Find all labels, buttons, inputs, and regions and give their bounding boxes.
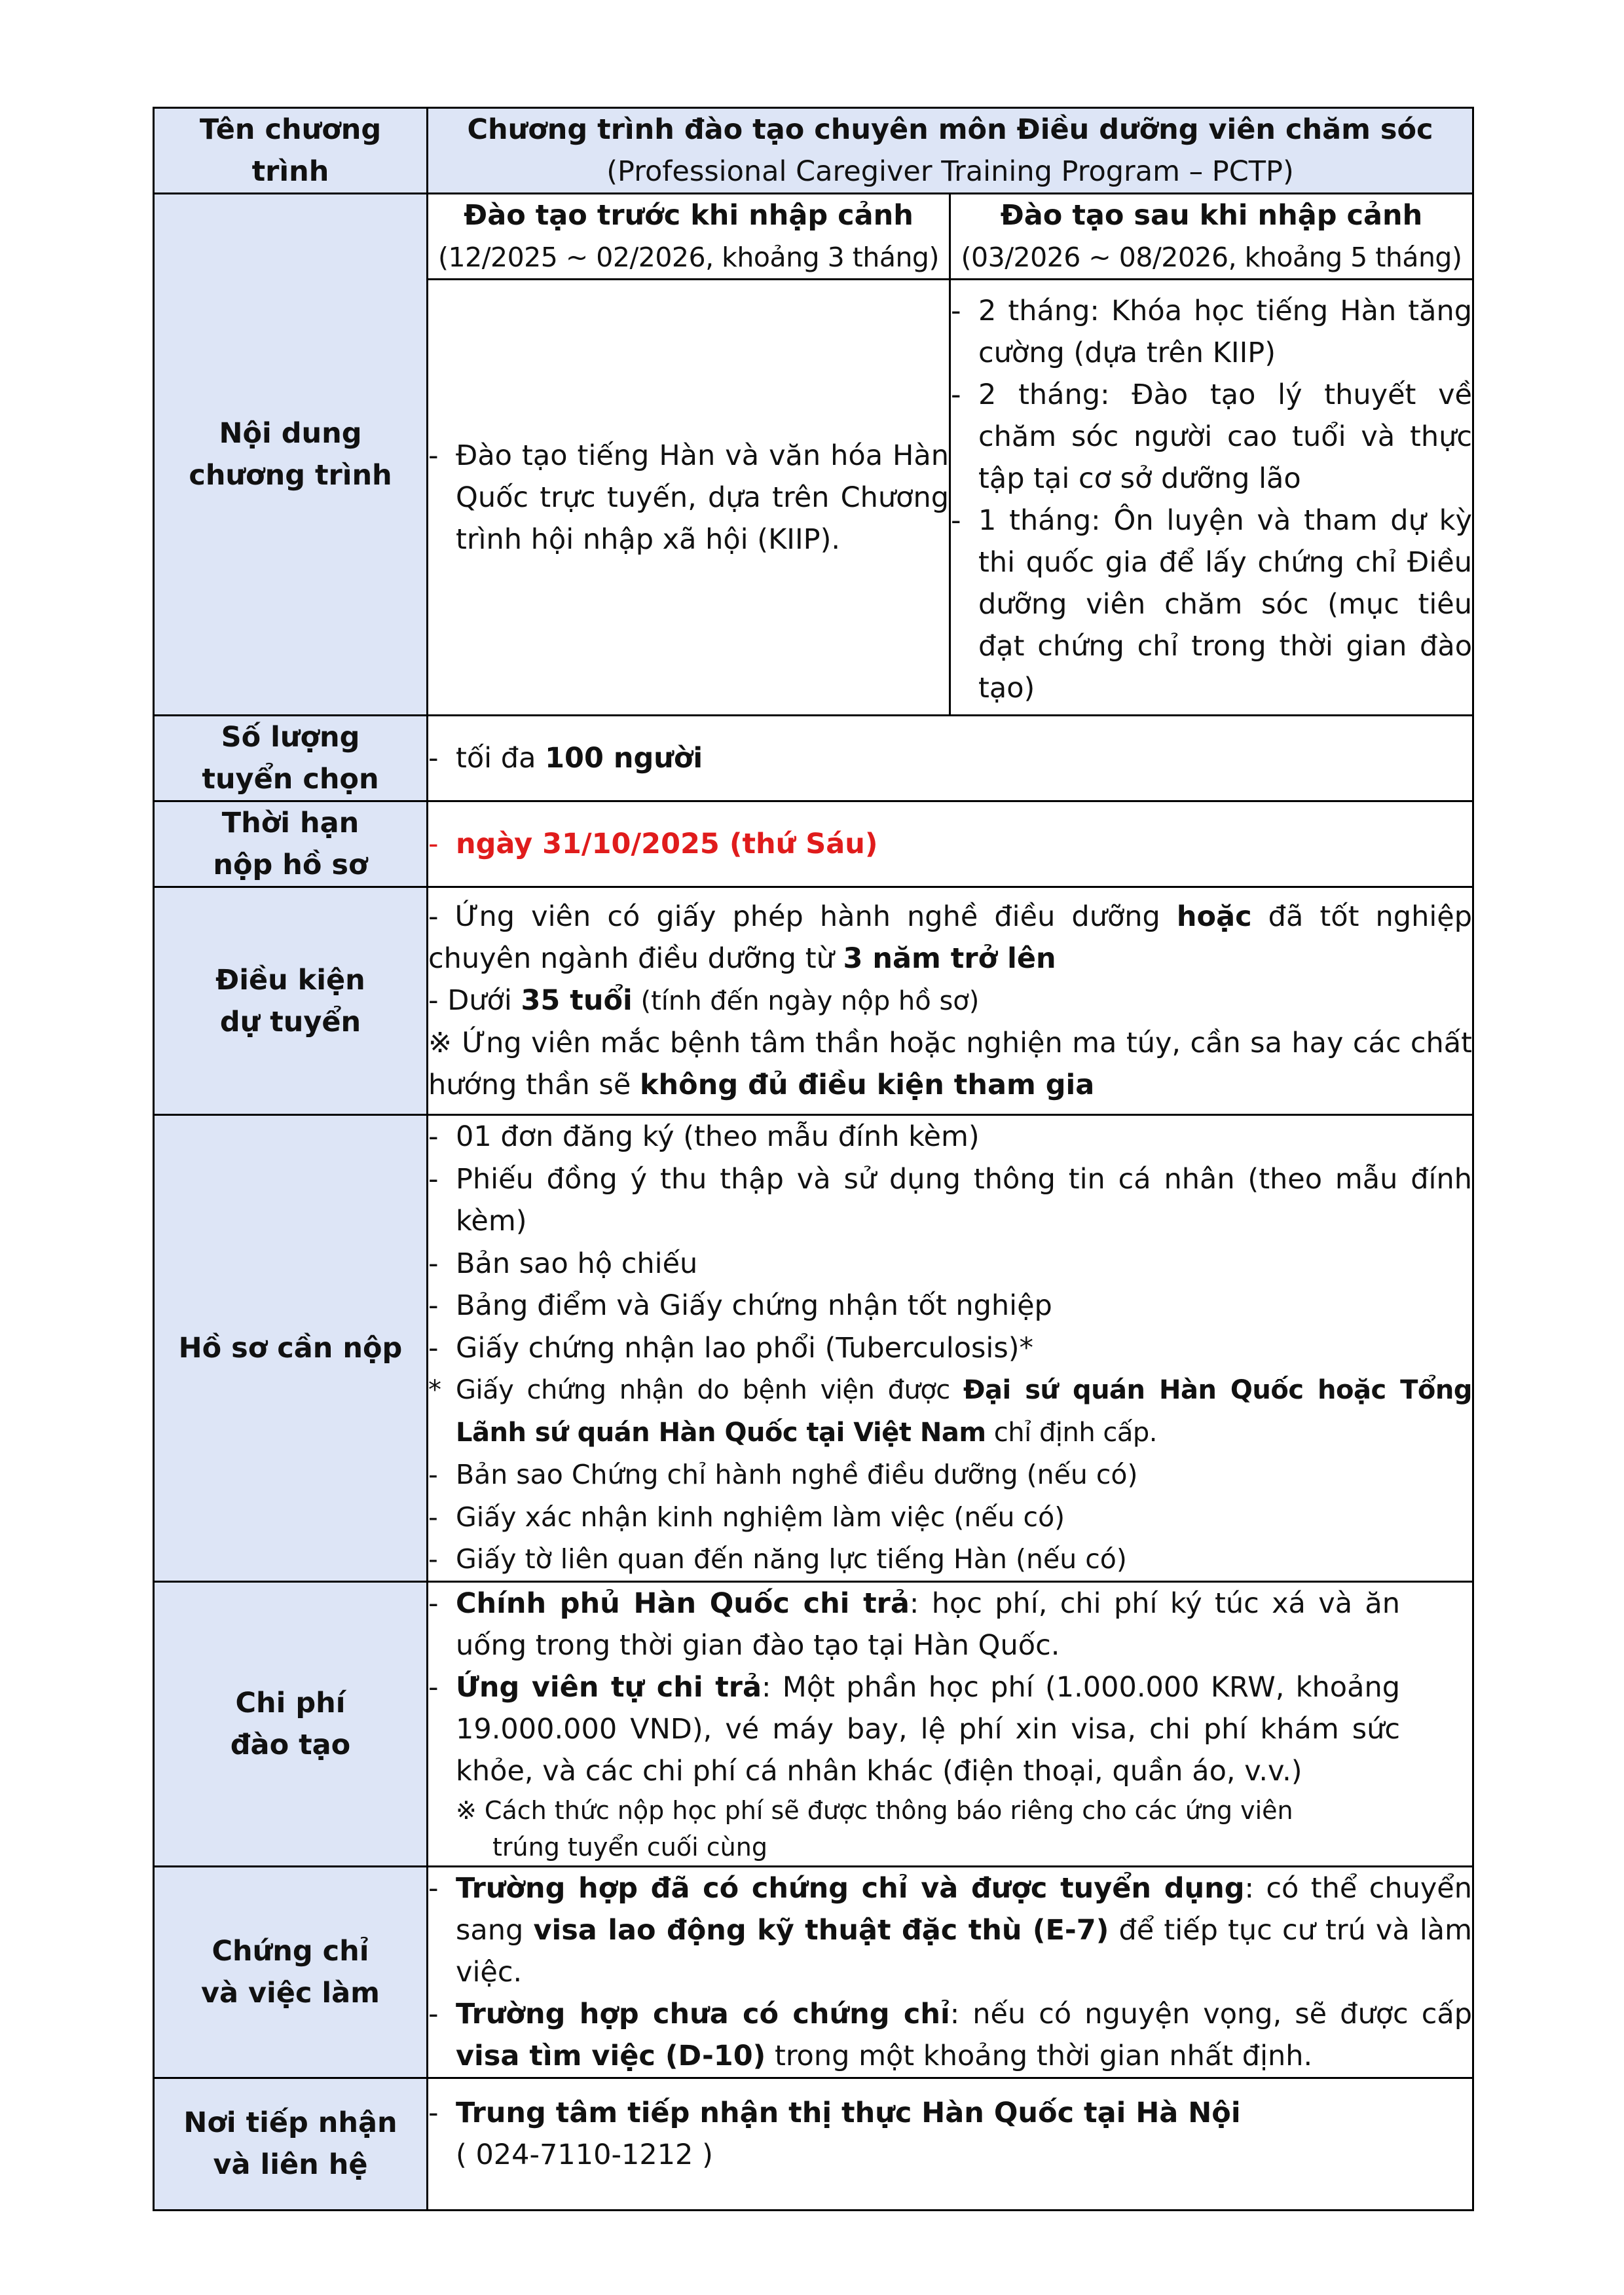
case2-visa: visa tìm việc (D-10) bbox=[456, 2039, 766, 2072]
quota-value: 100 người bbox=[545, 742, 703, 775]
cost-gov-bold: Chính phủ Hàn Quốc chi trả bbox=[456, 1587, 910, 1620]
documents-content bbox=[428, 1115, 1473, 1582]
post-entry-period: (03/2026 ~ 08/2026, khoảng 5 tháng) bbox=[961, 242, 1462, 273]
eligibility-label-line2: dự tuyển bbox=[219, 1005, 361, 1038]
contact-center-name: Trung tâm tiếp nhận thị thực Hàn Quốc tại Hà Nội bbox=[456, 2096, 1241, 2129]
program-name-row bbox=[154, 108, 1473, 194]
eligibility-text: Dưới bbox=[447, 984, 521, 1017]
contact-label-line1: Nơi tiếp nhận bbox=[183, 2106, 397, 2139]
cost-row bbox=[154, 1581, 1473, 1866]
document-item: - Bản sao hộ chiếu bbox=[428, 1243, 1472, 1285]
documents-row bbox=[154, 1115, 1473, 1582]
document-item: - Bảng điểm và Giấy chứng nhận tốt nghiệp bbox=[428, 1285, 1472, 1327]
pre-entry-header bbox=[428, 194, 950, 280]
eligibility-text: Ứng viên có giấy phép hành nghề điều dưỡng bbox=[454, 900, 1177, 933]
deadline-label-line1: Thời hạn bbox=[221, 807, 360, 839]
certificate-label bbox=[154, 1866, 428, 2078]
certificate-content bbox=[428, 1866, 1473, 2078]
quota-label bbox=[154, 716, 428, 801]
post-entry-header bbox=[950, 194, 1473, 280]
documents-label-text: Hồ sơ cần nộp bbox=[178, 1331, 403, 1365]
quota-value-cell bbox=[428, 716, 1473, 801]
phase-header-row bbox=[154, 194, 1473, 280]
post-entry-detail bbox=[950, 280, 1473, 716]
document-item: - Giấy tờ liên quan đến năng lực tiếng Hàn (nếu có) bbox=[428, 1538, 1472, 1581]
certificate-row bbox=[154, 1866, 1473, 2078]
case2-text: trong một khoảng thời gian nhất định. bbox=[766, 2039, 1313, 2072]
star-note-embassy: Đại sứ quán Hàn Quốc hoặc Tổng Lãnh sứ quán Hàn Quốc tại Việt Nam bbox=[456, 1375, 1473, 1448]
pre-entry-detail bbox=[428, 280, 950, 716]
content-label-line2: chương trình bbox=[189, 459, 392, 492]
content-label-line1: Nội dung bbox=[219, 417, 362, 450]
eligibility-years: 3 năm trở lên bbox=[843, 942, 1056, 975]
post-entry-item: - 2 tháng: Khóa học tiếng Hàn tăng cường (dựa trên KIIP) bbox=[951, 290, 1472, 374]
cost-self-item bbox=[428, 1666, 1400, 1792]
deadline-label-line2: nộp hồ sơ bbox=[213, 849, 368, 881]
post-entry-item: - 1 tháng: Ôn luyện và tham dự kỳ thi quốc gia để lấy chứng chỉ Điều dưỡng viên chăm sóc (mục tiêu đạt chứng chỉ trong thời gian đào tạo) bbox=[951, 500, 1472, 709]
eligibility-note bbox=[428, 1022, 1472, 1106]
quota-item bbox=[428, 737, 1472, 779]
program-subtitle: (Professional Caregiver Training Program – PCTP) bbox=[606, 155, 1294, 188]
eligibility-text: đã tốt nghiệp chuyên ngành điều dưỡng từ bbox=[428, 900, 1473, 975]
eligibility-content bbox=[428, 887, 1473, 1115]
eligibility-or: hoặc bbox=[1176, 900, 1252, 933]
cost-gov-item bbox=[428, 1583, 1400, 1666]
eligibility-label bbox=[154, 887, 428, 1115]
post-entry-title: Đào tạo sau khi nhập cảnh bbox=[1000, 199, 1423, 232]
certificate-case-no-cert bbox=[428, 1993, 1472, 2077]
program-title: Chương trình đào tạo chuyên môn Điều dưỡng viên chăm sóc bbox=[467, 113, 1433, 146]
contact-content bbox=[428, 2078, 1473, 2210]
case1-text: : có thể chuyển sang bbox=[456, 1871, 1473, 1947]
document-item: - Giấy xác nhận kinh nghiệm làm việc (nếu có) bbox=[428, 1496, 1472, 1539]
documents-label bbox=[154, 1115, 428, 1582]
contact-phone: ( 024-7110-1212 ) bbox=[456, 2138, 713, 2171]
case2-text: : nếu có nguyện vọng, sẽ được cấp bbox=[950, 1997, 1473, 2030]
document-item: - Phiếu đồng ý thu thập và sử dụng thông tin cá nhân (theo mẫu đính kèm) bbox=[428, 1158, 1472, 1243]
deadline-value-cell bbox=[428, 801, 1473, 887]
star-note-text: chỉ định cấp. bbox=[986, 1417, 1158, 1448]
cost-self-text: : Một phần học phí (1.000.000 KRW, khoảng 19.000.000 VND), vé máy bay, lệ phí xin visa, chi phí khám sức khỏe, và các chi phí cá nhân khác (điện thoại, quần áo, v.v.) bbox=[456, 1670, 1401, 1788]
case2-bold: Trường hợp chưa có chứng chỉ bbox=[456, 1997, 950, 2030]
document-star-note bbox=[428, 1369, 1472, 1454]
contact-label bbox=[154, 2078, 428, 2210]
case1-text: để tiếp tục cư trú và làm việc. bbox=[456, 1913, 1473, 1989]
program-name-label-text: Tên chương trình bbox=[199, 113, 382, 188]
content-label bbox=[154, 194, 428, 716]
cost-label-line1: Chi phí bbox=[235, 1686, 346, 1719]
pre-entry-item: - Đào tạo tiếng Hàn và văn hóa Hàn Quốc trực tuyến, dựa trên Chương trình hội nhập xã hội (KIIP). bbox=[428, 435, 949, 560]
eligibility-note-text: ※ Ứng viên mắc bệnh tâm thần hoặc nghiện ma túy, cần sa hay các chất hướng thần sẽ bbox=[428, 1027, 1473, 1101]
quota-label-line2: tuyển chọn bbox=[202, 763, 379, 796]
deadline-item bbox=[428, 823, 1472, 865]
deadline-row bbox=[154, 801, 1473, 887]
cost-note bbox=[428, 1792, 1400, 1865]
post-entry-item: - 2 tháng: Đào tạo lý thuyết về chăm sóc người cao tuổi và thực tập tại cơ sở dưỡng lão bbox=[951, 374, 1472, 500]
deadline-label bbox=[154, 801, 428, 887]
quota-prefix: tối đa bbox=[456, 742, 536, 775]
program-title-cell bbox=[428, 108, 1473, 194]
contact-label-line2: và liên hệ bbox=[213, 2148, 368, 2181]
document-item: - Giấy chứng nhận lao phổi (Tuberculosis)* bbox=[428, 1327, 1472, 1370]
pre-entry-period: (12/2025 ~ 02/2026, khoảng 3 tháng) bbox=[438, 242, 939, 273]
program-name-label bbox=[154, 108, 428, 194]
cost-note-line1: ※ Cách thức nộp học phí sẽ được thông báo riêng cho các ứng viên bbox=[456, 1795, 1293, 1825]
cost-note-line2: trúng tuyển cuối cùng bbox=[492, 1832, 767, 1862]
cost-gov-text: : học phí, chi phí ký túc xá và ăn uống trong thời gian đào tạo tại Hàn Quốc. bbox=[456, 1587, 1401, 1662]
pre-entry-title: Đào tạo trước khi nhập cảnh bbox=[464, 199, 913, 232]
contact-row bbox=[154, 2078, 1473, 2210]
cost-content bbox=[428, 1581, 1473, 1866]
eligibility-label-line1: Điều kiện bbox=[215, 963, 365, 997]
eligibility-row bbox=[154, 887, 1473, 1115]
quota-row bbox=[154, 716, 1473, 801]
document-item: - Bản sao Chứng chỉ hành nghề điều dưỡng (nếu có) bbox=[428, 1454, 1472, 1496]
program-info-page bbox=[153, 107, 1472, 2211]
certificate-case-employed bbox=[428, 1867, 1472, 1993]
cost-label bbox=[154, 1581, 428, 1866]
eligibility-age-note: (tính đến ngày nộp hồ sơ) bbox=[632, 986, 980, 1016]
contact-center bbox=[428, 2092, 1472, 2134]
deadline-value: ngày 31/10/2025 (thứ Sáu) bbox=[456, 828, 878, 860]
cost-self-bold: Ứng viên tự chi trả bbox=[456, 1670, 762, 1704]
program-info-table bbox=[153, 107, 1474, 2211]
certificate-label-line2: và việc làm bbox=[201, 1976, 380, 2010]
eligibility-note-bold: không đủ điều kiện tham gia bbox=[639, 1069, 1095, 1101]
eligibility-item-age: - Dưới 35 tuổi (tính đến ngày nộp hồ sơ) bbox=[428, 984, 980, 1017]
case1-bold: Trường hợp đã có chứng chỉ và được tuyển dụng bbox=[456, 1871, 1245, 1905]
quota-label-line1: Số lượng bbox=[221, 721, 360, 754]
document-item: - 01 đơn đăng ký (theo mẫu đính kèm) bbox=[428, 1116, 1472, 1158]
certificate-label-line1: Chứng chỉ bbox=[212, 1934, 369, 1968]
cost-label-line2: đào tạo bbox=[230, 1728, 351, 1761]
case1-visa: visa lao động kỹ thuật đặc thù (E-7) bbox=[533, 1913, 1109, 1947]
star-note-text: Giấy chứng nhận do bệnh viện được bbox=[456, 1375, 964, 1405]
eligibility-item-license: - Ứng viên có giấy phép hành nghề điều dưỡng hoặc đã tốt nghiệp chuyên ngành điều dưỡng từ 3 năm trở lên bbox=[428, 900, 1473, 975]
eligibility-age: 35 tuổi bbox=[521, 984, 633, 1017]
